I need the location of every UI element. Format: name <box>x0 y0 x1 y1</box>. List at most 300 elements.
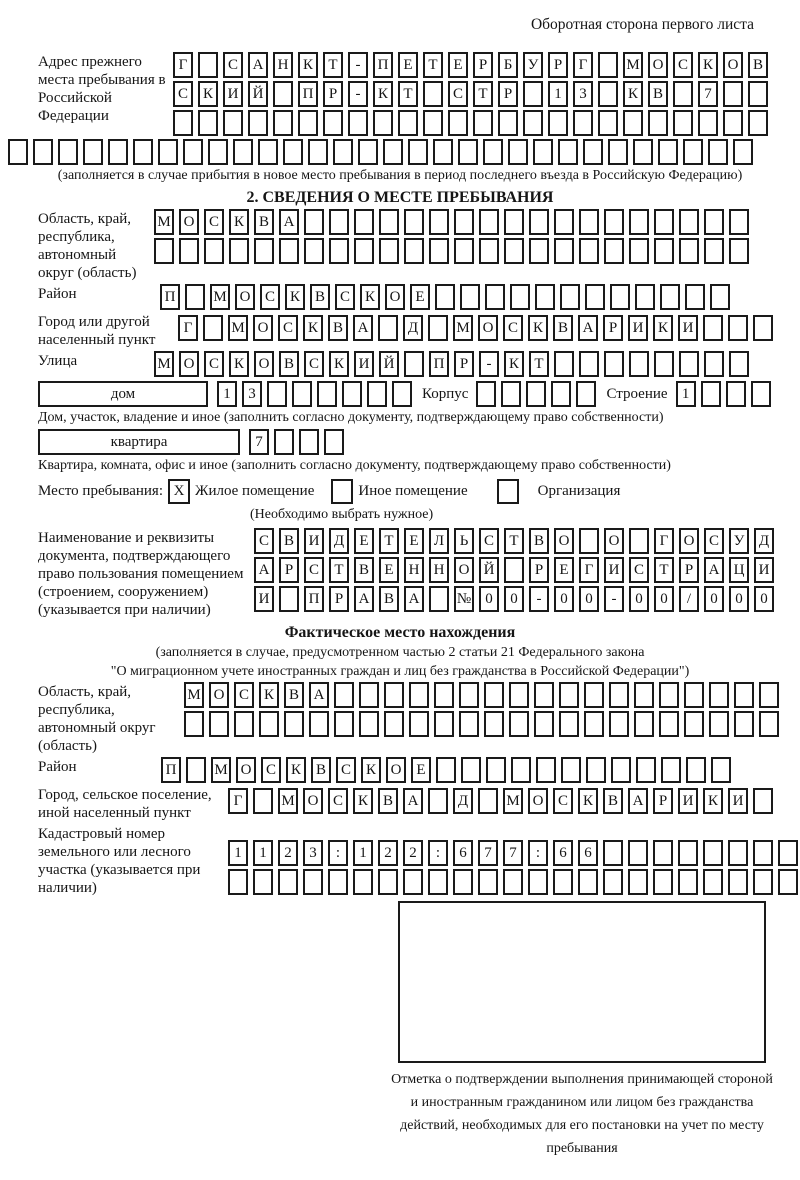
char-cell[interactable] <box>523 110 543 136</box>
char-cell[interactable] <box>729 351 749 377</box>
char-cell[interactable]: А <box>403 788 423 814</box>
char-cell[interactable]: С <box>234 682 254 708</box>
char-cell[interactable]: 0 <box>654 586 674 612</box>
char-cell[interactable] <box>526 381 546 407</box>
char-cell[interactable]: 6 <box>553 840 573 866</box>
char-cell[interactable]: О <box>179 351 199 377</box>
char-cell[interactable]: Г <box>228 788 248 814</box>
char-cell[interactable] <box>728 315 748 341</box>
char-cell[interactable] <box>317 381 337 407</box>
char-cell[interactable] <box>108 139 128 165</box>
char-cell[interactable] <box>709 711 729 737</box>
char-cell[interactable] <box>179 238 199 264</box>
char-cell[interactable] <box>404 351 424 377</box>
char-cell[interactable] <box>534 682 554 708</box>
char-cell[interactable] <box>653 840 673 866</box>
char-cell[interactable] <box>778 869 798 895</box>
char-cell[interactable] <box>498 110 518 136</box>
char-cell[interactable]: Р <box>329 586 349 612</box>
char-cell[interactable]: Е <box>404 528 424 554</box>
char-cell[interactable]: К <box>229 209 249 235</box>
char-cell[interactable] <box>203 315 223 341</box>
char-cell[interactable]: О <box>478 315 498 341</box>
char-cell[interactable]: 3 <box>242 381 262 407</box>
char-cell[interactable] <box>684 682 704 708</box>
char-cell[interactable] <box>576 381 596 407</box>
char-cell[interactable]: 1 <box>548 81 568 107</box>
char-cell[interactable]: Г <box>573 52 593 78</box>
char-cell[interactable] <box>253 788 273 814</box>
char-cell[interactable] <box>460 284 480 310</box>
char-cell[interactable] <box>83 139 103 165</box>
char-cell[interactable]: Р <box>473 52 493 78</box>
char-cell[interactable] <box>504 209 524 235</box>
char-cell[interactable] <box>753 869 773 895</box>
char-cell[interactable]: 0 <box>554 586 574 612</box>
house-type-box[interactable]: дом <box>38 381 208 407</box>
char-cell[interactable]: Н <box>404 557 424 583</box>
char-cell[interactable]: 2 <box>378 840 398 866</box>
char-cell[interactable]: Т <box>323 52 343 78</box>
char-cell[interactable]: Е <box>554 557 574 583</box>
char-cell[interactable]: Т <box>504 528 524 554</box>
char-cell[interactable] <box>753 315 773 341</box>
char-cell[interactable] <box>686 757 706 783</box>
char-cell[interactable] <box>759 711 779 737</box>
char-cell[interactable]: К <box>578 788 598 814</box>
char-cell[interactable]: Т <box>379 528 399 554</box>
char-cell[interactable] <box>404 238 424 264</box>
char-cell[interactable] <box>659 682 679 708</box>
char-cell[interactable] <box>560 284 580 310</box>
char-cell[interactable]: В <box>748 52 768 78</box>
char-cell[interactable]: С <box>278 315 298 341</box>
char-cell[interactable]: Т <box>529 351 549 377</box>
char-cell[interactable]: У <box>523 52 543 78</box>
char-cell[interactable] <box>454 238 474 264</box>
char-cell[interactable]: К <box>361 757 381 783</box>
char-cell[interactable]: Р <box>498 81 518 107</box>
char-cell[interactable] <box>435 284 455 310</box>
char-cell[interactable]: К <box>259 682 279 708</box>
char-cell[interactable] <box>604 209 624 235</box>
char-cell[interactable]: В <box>529 528 549 554</box>
char-cell[interactable]: А <box>628 788 648 814</box>
char-cell[interactable] <box>258 139 278 165</box>
char-cell[interactable]: Ь <box>454 528 474 554</box>
char-cell[interactable]: Н <box>273 52 293 78</box>
char-cell[interactable] <box>654 238 674 264</box>
char-cell[interactable] <box>604 351 624 377</box>
char-cell[interactable] <box>679 238 699 264</box>
char-cell[interactable] <box>679 209 699 235</box>
char-cell[interactable]: М <box>503 788 523 814</box>
char-cell[interactable] <box>359 682 379 708</box>
char-cell[interactable] <box>726 381 746 407</box>
char-cell[interactable] <box>254 238 274 264</box>
char-cell[interactable] <box>428 788 448 814</box>
char-cell[interactable]: С <box>260 284 280 310</box>
char-cell[interactable] <box>629 351 649 377</box>
char-cell[interactable] <box>611 757 631 783</box>
char-cell[interactable]: - <box>348 52 368 78</box>
char-cell[interactable] <box>478 869 498 895</box>
char-cell[interactable] <box>709 682 729 708</box>
char-cell[interactable] <box>734 682 754 708</box>
char-cell[interactable] <box>479 238 499 264</box>
char-cell[interactable] <box>533 139 553 165</box>
char-cell[interactable] <box>279 238 299 264</box>
char-cell[interactable]: В <box>379 586 399 612</box>
char-cell[interactable]: П <box>298 81 318 107</box>
char-cell[interactable]: - <box>479 351 499 377</box>
char-cell[interactable]: 1 <box>676 381 696 407</box>
char-cell[interactable] <box>8 139 28 165</box>
char-cell[interactable]: 0 <box>754 586 774 612</box>
char-cell[interactable]: О <box>528 788 548 814</box>
char-cell[interactable] <box>654 351 674 377</box>
char-cell[interactable]: Е <box>448 52 468 78</box>
char-cell[interactable] <box>204 238 224 264</box>
char-cell[interactable]: 6 <box>578 840 598 866</box>
char-cell[interactable]: Р <box>323 81 343 107</box>
char-cell[interactable] <box>423 81 443 107</box>
char-cell[interactable] <box>383 139 403 165</box>
char-cell[interactable]: К <box>303 315 323 341</box>
char-cell[interactable] <box>703 315 723 341</box>
char-cell[interactable]: К <box>623 81 643 107</box>
char-cell[interactable]: С <box>204 209 224 235</box>
char-cell[interactable] <box>292 381 312 407</box>
char-cell[interactable]: 2 <box>278 840 298 866</box>
char-cell[interactable]: В <box>328 315 348 341</box>
char-cell[interactable]: Д <box>754 528 774 554</box>
char-cell[interactable] <box>583 139 603 165</box>
char-cell[interactable] <box>748 110 768 136</box>
char-cell[interactable] <box>548 110 568 136</box>
char-cell[interactable] <box>158 139 178 165</box>
char-cell[interactable]: Р <box>548 52 568 78</box>
char-cell[interactable] <box>723 110 743 136</box>
char-cell[interactable] <box>701 381 721 407</box>
char-cell[interactable] <box>483 139 503 165</box>
char-cell[interactable]: В <box>354 557 374 583</box>
char-cell[interactable]: Т <box>654 557 674 583</box>
char-cell[interactable] <box>485 284 505 310</box>
char-cell[interactable]: С <box>304 351 324 377</box>
char-cell[interactable]: 1 <box>217 381 237 407</box>
char-cell[interactable]: А <box>578 315 598 341</box>
char-cell[interactable] <box>453 869 473 895</box>
char-cell[interactable] <box>629 209 649 235</box>
char-cell[interactable] <box>298 110 318 136</box>
char-cell[interactable]: Г <box>579 557 599 583</box>
char-cell[interactable] <box>308 139 328 165</box>
char-cell[interactable] <box>173 110 193 136</box>
char-cell[interactable]: В <box>378 788 398 814</box>
char-cell[interactable] <box>434 711 454 737</box>
char-cell[interactable] <box>183 139 203 165</box>
char-cell[interactable] <box>448 110 468 136</box>
char-cell[interactable]: 3 <box>303 840 323 866</box>
char-cell[interactable] <box>710 284 730 310</box>
char-cell[interactable]: Й <box>248 81 268 107</box>
char-cell[interactable]: 6 <box>453 840 473 866</box>
char-cell[interactable]: И <box>304 528 324 554</box>
char-cell[interactable] <box>511 757 531 783</box>
char-cell[interactable] <box>653 869 673 895</box>
char-cell[interactable]: П <box>161 757 181 783</box>
char-cell[interactable] <box>559 711 579 737</box>
char-cell[interactable] <box>384 682 404 708</box>
char-cell[interactable]: П <box>373 52 393 78</box>
char-cell[interactable] <box>629 528 649 554</box>
char-cell[interactable]: С <box>254 528 274 554</box>
char-cell[interactable]: С <box>336 757 356 783</box>
char-cell[interactable]: А <box>353 315 373 341</box>
char-cell[interactable] <box>478 788 498 814</box>
char-cell[interactable]: 1 <box>353 840 373 866</box>
char-cell[interactable] <box>403 869 423 895</box>
char-cell[interactable] <box>504 238 524 264</box>
char-cell[interactable]: К <box>198 81 218 107</box>
char-cell[interactable]: А <box>704 557 724 583</box>
char-cell[interactable] <box>509 711 529 737</box>
char-cell[interactable] <box>429 586 449 612</box>
char-cell[interactable] <box>623 110 643 136</box>
char-cell[interactable]: С <box>629 557 649 583</box>
char-cell[interactable]: 0 <box>704 586 724 612</box>
char-cell[interactable]: С <box>704 528 724 554</box>
char-cell[interactable] <box>473 110 493 136</box>
stay-checkbox-inoe[interactable] <box>331 479 353 504</box>
char-cell[interactable]: А <box>404 586 424 612</box>
char-cell[interactable] <box>658 139 678 165</box>
char-cell[interactable] <box>259 711 279 737</box>
char-cell[interactable]: С <box>304 557 324 583</box>
char-cell[interactable]: И <box>354 351 374 377</box>
char-cell[interactable] <box>659 711 679 737</box>
char-cell[interactable]: Г <box>654 528 674 554</box>
char-cell[interactable] <box>273 110 293 136</box>
char-cell[interactable] <box>458 139 478 165</box>
char-cell[interactable] <box>267 381 287 407</box>
char-cell[interactable] <box>459 711 479 737</box>
char-cell[interactable]: : <box>528 840 548 866</box>
char-cell[interactable] <box>703 869 723 895</box>
char-cell[interactable] <box>392 381 412 407</box>
char-cell[interactable] <box>685 284 705 310</box>
char-cell[interactable] <box>753 788 773 814</box>
char-cell[interactable] <box>379 238 399 264</box>
char-cell[interactable]: А <box>354 586 374 612</box>
char-cell[interactable]: : <box>428 840 448 866</box>
char-cell[interactable]: К <box>298 52 318 78</box>
char-cell[interactable]: Й <box>479 557 499 583</box>
char-cell[interactable]: 0 <box>579 586 599 612</box>
char-cell[interactable]: А <box>279 209 299 235</box>
char-cell[interactable] <box>234 711 254 737</box>
char-cell[interactable] <box>133 139 153 165</box>
char-cell[interactable] <box>409 711 429 737</box>
char-cell[interactable]: К <box>285 284 305 310</box>
char-cell[interactable]: В <box>603 788 623 814</box>
char-cell[interactable]: Е <box>379 557 399 583</box>
char-cell[interactable] <box>476 381 496 407</box>
char-cell[interactable] <box>573 110 593 136</box>
char-cell[interactable] <box>208 139 228 165</box>
char-cell[interactable] <box>329 209 349 235</box>
char-cell[interactable] <box>408 139 428 165</box>
char-cell[interactable]: К <box>703 788 723 814</box>
char-cell[interactable]: И <box>678 315 698 341</box>
char-cell[interactable]: Р <box>529 557 549 583</box>
char-cell[interactable] <box>633 139 653 165</box>
char-cell[interactable]: Р <box>603 315 623 341</box>
char-cell[interactable] <box>154 238 174 264</box>
char-cell[interactable] <box>309 711 329 737</box>
char-cell[interactable]: К <box>528 315 548 341</box>
char-cell[interactable] <box>329 238 349 264</box>
char-cell[interactable] <box>579 238 599 264</box>
char-cell[interactable] <box>436 757 456 783</box>
char-cell[interactable]: С <box>335 284 355 310</box>
char-cell[interactable]: О <box>723 52 743 78</box>
char-cell[interactable] <box>778 840 798 866</box>
char-cell[interactable] <box>433 139 453 165</box>
char-cell[interactable] <box>609 711 629 737</box>
char-cell[interactable] <box>333 139 353 165</box>
char-cell[interactable]: 7 <box>698 81 718 107</box>
char-cell[interactable] <box>554 209 574 235</box>
char-cell[interactable]: О <box>253 315 273 341</box>
char-cell[interactable] <box>379 209 399 235</box>
char-cell[interactable]: П <box>429 351 449 377</box>
char-cell[interactable]: Н <box>429 557 449 583</box>
stay-checkbox-zhiloe[interactable]: X <box>168 479 190 504</box>
char-cell[interactable] <box>598 110 618 136</box>
char-cell[interactable] <box>274 429 294 455</box>
char-cell[interactable] <box>279 586 299 612</box>
char-cell[interactable]: Б <box>498 52 518 78</box>
char-cell[interactable]: 7 <box>249 429 269 455</box>
char-cell[interactable]: Т <box>329 557 349 583</box>
char-cell[interactable]: Т <box>473 81 493 107</box>
char-cell[interactable] <box>429 209 449 235</box>
char-cell[interactable]: М <box>154 209 174 235</box>
char-cell[interactable] <box>233 139 253 165</box>
char-cell[interactable] <box>479 209 499 235</box>
char-cell[interactable] <box>223 110 243 136</box>
char-cell[interactable]: 1 <box>228 840 248 866</box>
char-cell[interactable] <box>728 869 748 895</box>
char-cell[interactable] <box>584 711 604 737</box>
char-cell[interactable]: Е <box>411 757 431 783</box>
char-cell[interactable] <box>428 315 448 341</box>
char-cell[interactable] <box>728 840 748 866</box>
char-cell[interactable]: Т <box>423 52 443 78</box>
char-cell[interactable]: В <box>648 81 668 107</box>
char-cell[interactable]: Й <box>379 351 399 377</box>
char-cell[interactable] <box>404 209 424 235</box>
char-cell[interactable]: И <box>754 557 774 583</box>
char-cell[interactable]: И <box>628 315 648 341</box>
char-cell[interactable]: Е <box>398 52 418 78</box>
char-cell[interactable]: И <box>254 586 274 612</box>
char-cell[interactable] <box>673 81 693 107</box>
char-cell[interactable] <box>228 869 248 895</box>
apartment-type-box[interactable]: квартира <box>38 429 240 455</box>
char-cell[interactable] <box>534 711 554 737</box>
char-cell[interactable]: К <box>353 788 373 814</box>
char-cell[interactable]: М <box>623 52 643 78</box>
char-cell[interactable] <box>198 110 218 136</box>
char-cell[interactable] <box>184 711 204 737</box>
char-cell[interactable]: Г <box>173 52 193 78</box>
char-cell[interactable]: С <box>553 788 573 814</box>
char-cell[interactable] <box>678 840 698 866</box>
char-cell[interactable]: К <box>373 81 393 107</box>
char-cell[interactable]: М <box>184 682 204 708</box>
char-cell[interactable] <box>484 711 504 737</box>
char-cell[interactable] <box>604 238 624 264</box>
char-cell[interactable] <box>504 557 524 583</box>
char-cell[interactable] <box>358 139 378 165</box>
char-cell[interactable] <box>334 711 354 737</box>
char-cell[interactable] <box>603 840 623 866</box>
char-cell[interactable]: В <box>311 757 331 783</box>
char-cell[interactable] <box>459 682 479 708</box>
char-cell[interactable]: К <box>360 284 380 310</box>
char-cell[interactable] <box>628 840 648 866</box>
char-cell[interactable] <box>703 840 723 866</box>
char-cell[interactable]: 7 <box>503 840 523 866</box>
char-cell[interactable]: Е <box>354 528 374 554</box>
stay-checkbox-org[interactable] <box>497 479 519 504</box>
char-cell[interactable]: Д <box>329 528 349 554</box>
char-cell[interactable] <box>558 139 578 165</box>
char-cell[interactable] <box>303 869 323 895</box>
char-cell[interactable] <box>529 238 549 264</box>
char-cell[interactable] <box>661 757 681 783</box>
char-cell[interactable]: И <box>728 788 748 814</box>
char-cell[interactable] <box>536 757 556 783</box>
char-cell[interactable] <box>198 52 218 78</box>
char-cell[interactable]: № <box>454 586 474 612</box>
char-cell[interactable] <box>723 81 743 107</box>
char-cell[interactable]: 0 <box>504 586 524 612</box>
char-cell[interactable]: Г <box>178 315 198 341</box>
char-cell[interactable] <box>634 682 654 708</box>
char-cell[interactable]: О <box>604 528 624 554</box>
char-cell[interactable] <box>704 209 724 235</box>
char-cell[interactable]: Д <box>403 315 423 341</box>
char-cell[interactable]: О <box>254 351 274 377</box>
char-cell[interactable] <box>283 139 303 165</box>
char-cell[interactable] <box>648 110 668 136</box>
char-cell[interactable]: / <box>679 586 699 612</box>
char-cell[interactable] <box>598 81 618 107</box>
char-cell[interactable] <box>678 869 698 895</box>
char-cell[interactable]: С <box>673 52 693 78</box>
char-cell[interactable] <box>528 869 548 895</box>
char-cell[interactable] <box>733 139 753 165</box>
char-cell[interactable]: О <box>236 757 256 783</box>
char-cell[interactable] <box>429 238 449 264</box>
char-cell[interactable] <box>584 682 604 708</box>
char-cell[interactable]: М <box>210 284 230 310</box>
char-cell[interactable] <box>304 209 324 235</box>
